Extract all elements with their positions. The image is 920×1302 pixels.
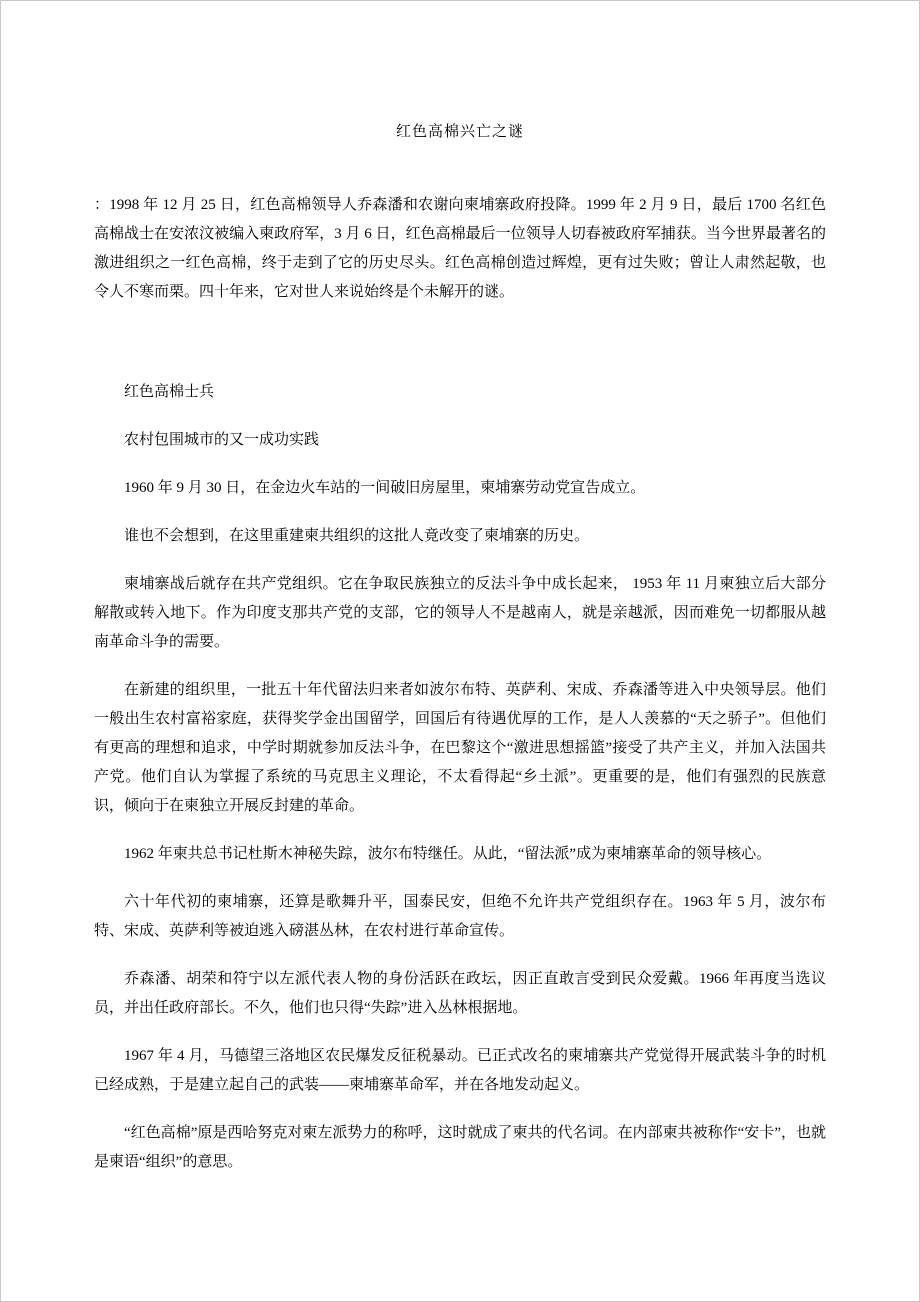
image-caption: 红色高棉士兵 [124, 384, 215, 400]
section-heading: 农村包围城市的又一成功实践 [124, 432, 320, 448]
paragraph: 乔森潘、胡荣和符宁以左派代表人物的身份活跃在政坛，因正直敢言受到民众爱戴。1966 年再度当选议员，并出任政府部长。不久，他们也只得“失踪”进入丛林根据地。 [94, 971, 826, 1016]
paragraph: 1960 年 9 月 30 日，在金边火车站的一间破旧房屋里，柬埔寨劳动党宣告成立。 [124, 480, 646, 496]
paragraph: 在新建的组织里，一批五十年代留法归来者如波尔布特、英萨利、宋成、乔森潘等进入中央领导层。他们一般出生农村富裕家庭，获得奖学金出国留学，回国后有待遇优厚的工作，是人人羡慕的“天之骄子”。但他们有更高的理想和追求，中学时期就参加反法斗争，在巴黎这个“激进思想摇篮”接受了共产主义，并加入法国共产党。他们自认为掌握了系统的马克思主义理论，不太看得起“乡土派”。更重要的是，他们有强烈的民族意识，倾向于在柬独立开展反封建的革命。 [94, 682, 826, 814]
paragraph: 1962 年柬共总书记杜斯木神秘失踪，波尔布特继任。从此，“留法派”成为柬埔寨革命的领导核心。 [124, 846, 772, 862]
paragraph: 柬埔寨战后就存在共产党组织。它在争取民族独立的反法斗争中成长起来， 1953 年 11 月柬独立后大部分解散或转入地下。作为印度支那共产党的支部，它的领导人不是越南人，就是亲越派，因而难免一切都服从越南革命斗争的需要。 [94, 576, 826, 650]
blank-space [94, 326, 826, 378]
document-title: 红色高棉兴亡之谜 [395, 124, 524, 140]
paragraph: 谁也不会想到，在这里重建柬共组织的这批人竟改变了柬埔寨的历史。 [124, 528, 590, 544]
paragraph: 六十年代初的柬埔寨，还算是歌舞升平，国泰民安，但绝不允许共产党组织存在。1963 年 5 月，波尔布特、宋成、英萨利等被迫逃入磅湛丛林，在农村进行革命宣传。 [94, 894, 826, 939]
intro-paragraph: ：1998 年 12 月 25 日，红色高棉领导人乔森潘和农谢向柬埔寨政府投降。1999 年 2 月 9 日，最后 1700 名红色高棉战士在安浓汶被编入柬政府军，3 月 6 日，红色高棉最后一位领导人切春被政府军捕获。当今世界最著名的激进组织之一红色高棉，终于走到了它的历史尽头。红色高棉创造过辉煌，更有过失败；曾让人肃然起敬，也令人不寒而栗。四十年来，它对世人来说始终是个未解开的谜。 [94, 197, 826, 300]
paragraph: 1967 年 4 月，马德望三洛地区农民爆发反征税暴动。已正式改名的柬埔寨共产党觉得开展武装斗争的时机已经成熟，于是建立起自己的武装——柬埔寨革命军，并在各地发动起义。 [94, 1048, 826, 1093]
paragraph: “红色高棉”原是西哈努克对柬左派势力的称呼，这时就成了柬共的代名词。在内部柬共被称作“安卡”，也就是柬语“组织”的意思。 [94, 1125, 826, 1170]
